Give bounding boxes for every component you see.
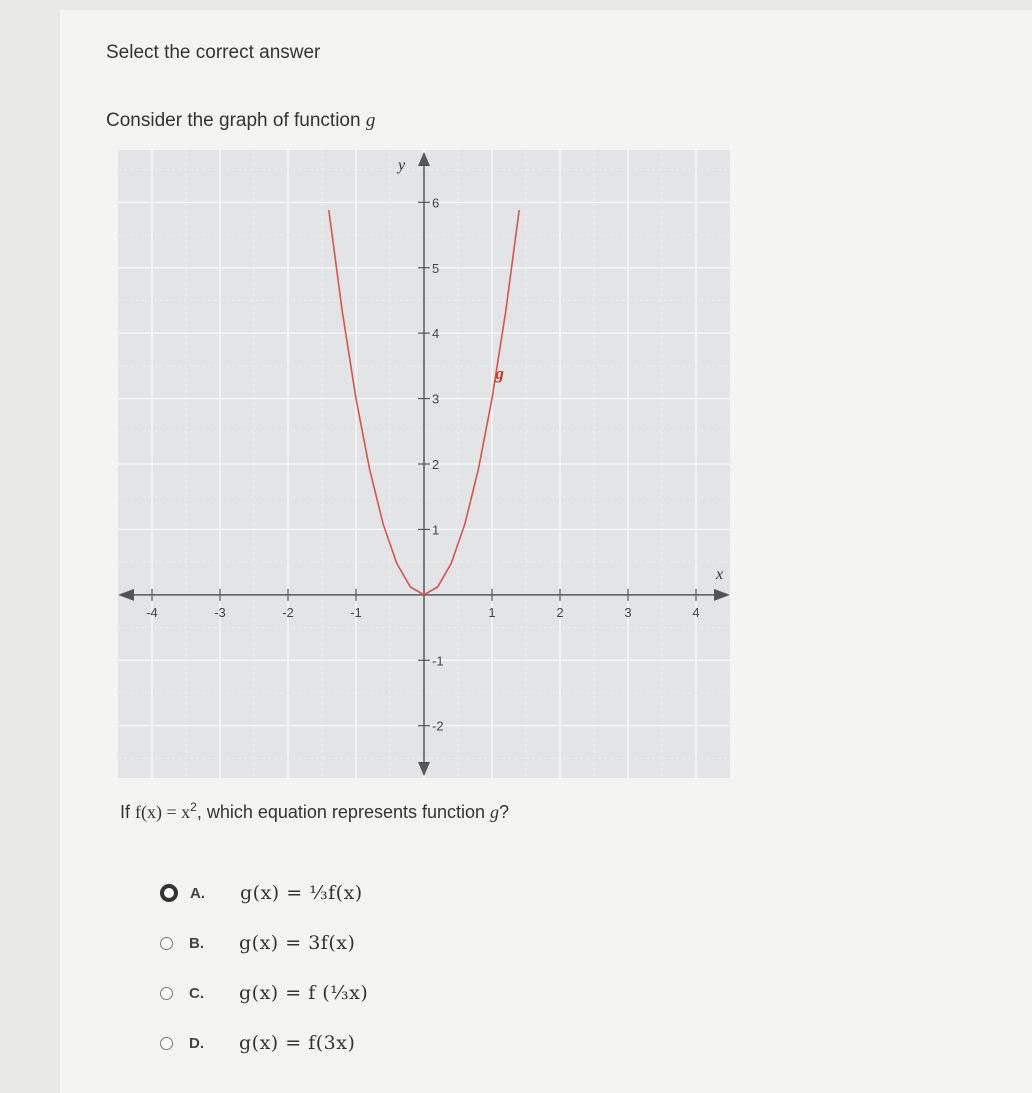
x-tick-label: 3 (624, 604, 632, 620)
x-tick-label: 1 (488, 604, 496, 620)
question-rest: , which equation represents function (196, 802, 491, 822)
radio-c[interactable] (160, 987, 173, 1000)
x-tick-label: -3 (214, 604, 226, 620)
y-tick-label: 4 (432, 326, 440, 342)
question-end: ? (499, 802, 510, 822)
option-a-equation: g(x) = ⅓f(x) (240, 882, 363, 904)
answer-options (160, 868, 368, 1068)
question-func: g (490, 802, 500, 822)
y-tick-label: 5 (432, 260, 440, 276)
prompt-lead: Consider the graph of function (106, 110, 366, 131)
question-exp: 2 (190, 800, 197, 814)
x-tick-label: -4 (146, 604, 158, 620)
graph-svg (108, 150, 730, 778)
option-a[interactable] (160, 868, 368, 918)
option-a-letter: A. (190, 884, 205, 902)
question-text (120, 800, 509, 823)
series-label-g: g (495, 363, 504, 383)
x-tick-label: -1 (350, 604, 362, 620)
y-tick-label: 3 (432, 391, 440, 407)
radio-b[interactable] (160, 937, 173, 950)
instruction-text: Select the correct answer (106, 42, 321, 63)
option-b-equation: g(x) = 3f(x) (239, 932, 356, 954)
x-tick-label: 2 (556, 604, 564, 620)
y-tick-label: 6 (432, 195, 440, 211)
graph (108, 150, 730, 778)
question-lead: If (120, 802, 136, 822)
option-c-equation: g(x) = f (⅓x) (239, 982, 369, 1004)
option-d-letter: D. (189, 1034, 204, 1052)
option-d[interactable] (160, 1018, 368, 1068)
option-c-letter: C. (189, 984, 204, 1002)
prompt-text (106, 110, 375, 132)
x-axis-label: x (716, 565, 724, 583)
x-tick-label: 4 (692, 604, 700, 620)
radio-d[interactable] (160, 1037, 173, 1050)
y-tick-label: -2 (432, 718, 444, 734)
x-tick-label: -2 (282, 604, 294, 620)
option-b-letter: B. (189, 934, 204, 952)
question-f: f(x) = x (135, 802, 191, 822)
option-d-equation: g(x) = f(3x) (239, 1032, 356, 1054)
y-tick-label: 2 (432, 457, 440, 472)
prompt-func: g (365, 110, 376, 131)
radio-a[interactable] (160, 884, 178, 902)
y-axis-label: y (398, 157, 406, 174)
option-c[interactable] (160, 968, 368, 1018)
option-b[interactable] (160, 918, 368, 968)
y-tick-label: 1 (432, 522, 440, 538)
y-tick-label: -1 (432, 653, 444, 669)
